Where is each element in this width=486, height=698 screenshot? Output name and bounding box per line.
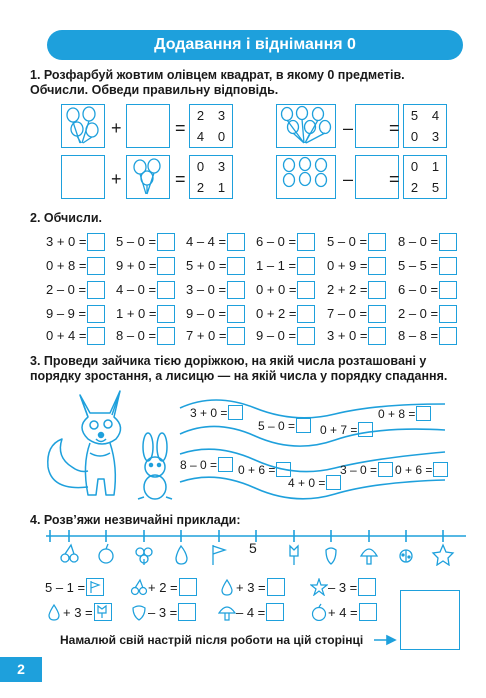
answer-box[interactable] (368, 257, 386, 275)
answer-box[interactable] (378, 462, 393, 477)
answer-box[interactable] (358, 578, 376, 596)
equation (46, 326, 105, 345)
riddle-expression: – 3 = (310, 577, 377, 597)
equation-text: 9 – 9 = (46, 306, 87, 321)
equation (398, 326, 457, 345)
balloon-box[interactable] (61, 104, 105, 148)
strawberry-icon (326, 548, 336, 564)
balloon-box[interactable] (276, 155, 336, 199)
answer-box[interactable] (359, 603, 377, 621)
equation-text: 9 + 0 = (116, 258, 157, 273)
equation-text: 3 + 0 = (46, 234, 87, 249)
balloons-icon (277, 156, 334, 197)
equation (256, 232, 315, 251)
cherry-icon (61, 545, 78, 562)
operator: + (111, 118, 122, 138)
equation (327, 280, 386, 299)
riddle-expression: – 4 = (218, 602, 285, 622)
star-icon (310, 578, 328, 596)
answer-box[interactable] (157, 281, 175, 299)
equation-text: 0 + 4 = (46, 328, 87, 343)
answer-option[interactable]: 2 (196, 180, 205, 195)
answer-box[interactable] (178, 603, 196, 621)
answer-option[interactable]: 3 (217, 108, 226, 123)
mushroom-icon (361, 549, 377, 564)
equation-text: 7 + 0 = (186, 328, 227, 343)
balloon-box[interactable] (126, 155, 170, 199)
answer-option[interactable]: 1 (431, 159, 440, 174)
equation (186, 232, 245, 251)
equation (256, 304, 315, 323)
equation (398, 256, 457, 275)
riddle-expression: – 3 = (130, 602, 197, 622)
equation-text: 8 – 0 = (116, 328, 157, 343)
task4-instruction: 4. Розв’яжи незвичайні приклади: (30, 513, 241, 527)
apple-icon (99, 544, 113, 563)
equation-text: 8 – 0 = (398, 234, 439, 249)
answer-box[interactable] (87, 233, 105, 251)
equation (46, 304, 105, 323)
answer-box[interactable] (416, 406, 431, 421)
equation-text: 5 – 0 = (327, 234, 368, 249)
answer-box[interactable] (297, 327, 315, 345)
equation-text: 5 – 5 = (398, 258, 439, 273)
riddle-expression: 5 – 1 = (45, 577, 105, 597)
riddle-expression: + 3 = (45, 602, 113, 622)
equation (398, 304, 457, 323)
path-expression: 3 – 0 = (340, 462, 393, 477)
clover-icon (136, 548, 152, 565)
arrow-right-icon (373, 634, 397, 646)
answer-box[interactable] (87, 305, 105, 323)
equation-text: 3 + 0 = (327, 328, 368, 343)
answer-box[interactable] (227, 305, 245, 323)
apple-icon (310, 603, 328, 621)
mood-instruction: Намалюй свій настрій після роботи на цій сторінці (60, 633, 364, 647)
answer-box[interactable] (297, 233, 315, 251)
task1-instruction: 1. Розфарбуй жовтим олівцем квадрат, в якому 0 предметів. Обчисли. Обведи правильну відповідь. (30, 68, 405, 97)
equation-text: 9 – 0 = (256, 328, 297, 343)
equation-text: 0 + 9 = (327, 258, 368, 273)
answer-box[interactable] (218, 457, 233, 472)
answer-option[interactable]: 5 (431, 180, 440, 195)
answer-box[interactable] (157, 327, 175, 345)
path-expression: 3 + 0 = (190, 405, 243, 420)
equation-text: 5 – 0 = (116, 234, 157, 249)
path-expression: 0 + 6 = (395, 462, 448, 477)
answer-box[interactable] (358, 422, 373, 437)
equation-text: 2 – 0 = (398, 306, 439, 321)
answer-box[interactable] (227, 233, 245, 251)
equation-text: 8 – 8 = (398, 328, 439, 343)
equation-text: 6 – 0 = (398, 282, 439, 297)
equation (116, 304, 175, 323)
page-number: 2 (0, 657, 42, 682)
equation-text: 1 + 0 = (116, 306, 157, 321)
equals: = (389, 169, 400, 189)
answer-box[interactable] (179, 578, 197, 596)
balloons-icon (127, 156, 168, 197)
answer-box[interactable] (403, 104, 447, 148)
balloons-icon (62, 105, 103, 146)
equation-text: 6 – 0 = (256, 234, 297, 249)
equation (398, 232, 457, 251)
answer-box[interactable] (87, 327, 105, 345)
equation (46, 280, 105, 299)
fox-and-bunny-illustration (38, 387, 178, 505)
pear-icon (45, 603, 63, 621)
equation (327, 326, 386, 345)
equation-text: 3 – 0 = (186, 282, 227, 297)
pear-icon (176, 546, 187, 564)
answer-option[interactable]: 5 (410, 108, 419, 123)
equation (256, 326, 315, 345)
ladybug-icon (400, 550, 412, 562)
equation (116, 280, 175, 299)
tulip-icon (290, 546, 298, 565)
answer-box[interactable] (439, 257, 457, 275)
answer-box[interactable] (433, 462, 448, 477)
equation-text: 2 + 2 = (327, 282, 368, 297)
path-expression: 0 + 7 = (320, 422, 373, 437)
equals: = (175, 118, 186, 138)
answer-option[interactable]: 2 (410, 180, 419, 195)
answer-option[interactable]: 3 (431, 129, 440, 144)
answer-box[interactable] (326, 475, 341, 490)
answer-box[interactable] (368, 281, 386, 299)
flag-icon (213, 545, 225, 565)
path-expression: 0 + 6 = (238, 462, 291, 477)
equation (116, 256, 175, 275)
answer-box[interactable] (439, 281, 457, 299)
equation-text: 1 – 1 = (256, 258, 297, 273)
equation (256, 256, 315, 275)
operator: + (111, 169, 122, 189)
riddle-expression: + 2 = (130, 577, 198, 597)
answer-box[interactable] (87, 281, 105, 299)
answer-box[interactable] (189, 155, 233, 199)
answer-box[interactable] (403, 155, 447, 199)
answer-box[interactable] (227, 257, 245, 275)
cherry-icon (130, 578, 148, 596)
pear-icon (218, 578, 236, 596)
balloon-box[interactable] (276, 104, 336, 148)
equation-text: 7 – 0 = (327, 306, 368, 321)
flag-icon (87, 579, 102, 594)
path-expression: 5 – 0 = (258, 418, 311, 433)
strawberry-icon (130, 603, 148, 621)
equation (116, 232, 175, 251)
empty-box[interactable] (126, 104, 170, 148)
answer-option[interactable]: 1 (217, 180, 226, 195)
answer-option[interactable]: 4 (431, 108, 440, 123)
equation (186, 304, 245, 323)
equation-text: 4 – 4 = (186, 234, 227, 249)
answer-box[interactable] (227, 327, 245, 345)
operator: – (343, 169, 354, 189)
answer-box[interactable] (86, 578, 104, 596)
answer-box[interactable] (94, 603, 112, 621)
answer-box[interactable] (297, 257, 315, 275)
answer-box[interactable] (266, 603, 284, 621)
path-expression: 0 + 8 = (378, 406, 431, 421)
mood-drawing-box[interactable] (400, 590, 460, 650)
equation-text: 2 – 0 = (46, 282, 87, 297)
page-title: Додавання і віднімання 0 (47, 30, 463, 60)
answer-option[interactable]: 0 (217, 129, 226, 144)
equation-text: 0 + 0 = (256, 282, 297, 297)
answer-option[interactable]: 0 (410, 129, 419, 144)
number-line-label: 5 (249, 540, 257, 556)
operator: – (343, 118, 354, 138)
equation-text: 4 – 0 = (116, 282, 157, 297)
answer-option[interactable]: 2 (196, 108, 205, 123)
answer-box[interactable] (267, 578, 285, 596)
equation-text: 0 + 2 = (256, 306, 297, 321)
equation (46, 232, 105, 251)
equation (186, 256, 245, 275)
equation (46, 256, 105, 275)
answer-box[interactable] (297, 305, 315, 323)
equation (398, 280, 457, 299)
answer-box[interactable] (439, 305, 457, 323)
task3-instruction: 3. Проведи зайчика тією доріжкою, на якій числа розташовані у порядку зростання, а лисицю — на якій числа у порядку спадання. (30, 354, 448, 383)
answer-box[interactable] (296, 418, 311, 433)
riddle-expression: + 3 = (218, 577, 286, 597)
answer-box[interactable] (297, 281, 315, 299)
answer-box[interactable] (157, 233, 175, 251)
answer-box[interactable] (368, 305, 386, 323)
mushroom-icon (218, 603, 236, 621)
answer-box[interactable] (189, 104, 233, 148)
answer-box[interactable] (157, 305, 175, 323)
balloons-icon (277, 105, 334, 146)
equation (327, 256, 386, 275)
answer-box[interactable] (439, 233, 457, 251)
equation-text: 0 + 8 = (46, 258, 87, 273)
answer-box[interactable] (87, 257, 105, 275)
answer-option[interactable]: 4 (196, 129, 205, 144)
equation (327, 232, 386, 251)
equation-text: 5 + 0 = (186, 258, 227, 273)
tulip-icon (95, 604, 110, 619)
answer-box[interactable] (228, 405, 243, 420)
answer-option[interactable]: 3 (217, 159, 226, 174)
equation (327, 304, 386, 323)
equation-text: 9 – 0 = (186, 306, 227, 321)
answer-box[interactable] (368, 233, 386, 251)
riddle-expression: + 4 = (310, 602, 378, 622)
path-expression: 8 – 0 = (180, 457, 233, 472)
answer-box[interactable] (227, 281, 245, 299)
equation (116, 326, 175, 345)
equation (256, 280, 315, 299)
task2-instruction: 2. Обчисли. (30, 211, 103, 225)
empty-box[interactable] (61, 155, 105, 199)
star-icon (433, 545, 453, 565)
path-expression: 4 + 0 = (288, 475, 341, 490)
answer-box[interactable] (157, 257, 175, 275)
equation (186, 326, 245, 345)
answer-option[interactable]: 0 (196, 159, 205, 174)
answer-box[interactable] (439, 327, 457, 345)
equation (186, 280, 245, 299)
answer-option[interactable]: 0 (410, 159, 419, 174)
answer-box[interactable] (368, 327, 386, 345)
equals: = (389, 118, 400, 138)
equals: = (175, 169, 186, 189)
